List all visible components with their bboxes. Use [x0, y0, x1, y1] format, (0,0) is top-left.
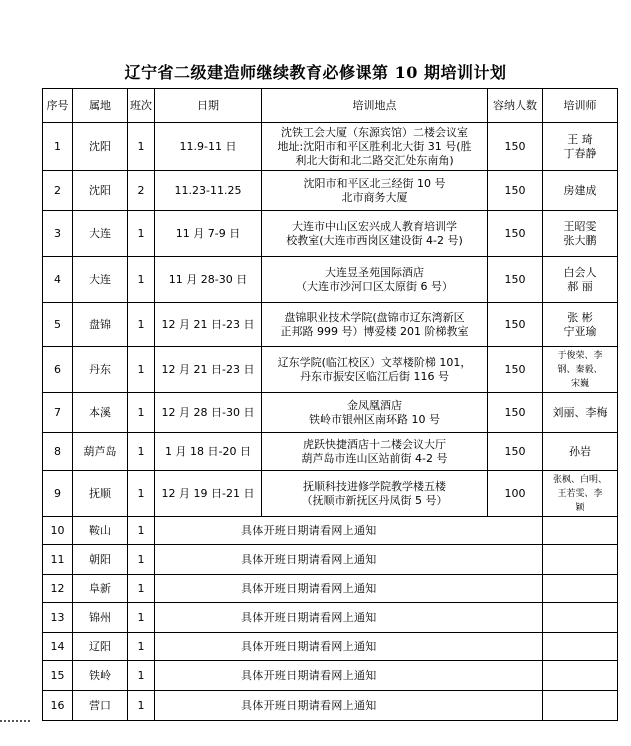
classes-cell: 1 [128, 393, 155, 433]
seq-cell: 2 [43, 171, 73, 211]
header-row [43, 89, 618, 123]
location-cell [262, 433, 488, 471]
table-row [43, 517, 618, 545]
location-line: 丹东市振安区临江后街 116 号 [300, 369, 449, 383]
seq-cell: 10 [43, 517, 73, 545]
table-row [43, 393, 618, 433]
table-row [43, 347, 618, 393]
date-cell: 11.9-11 日 [155, 123, 262, 171]
date-cell: 11.23-11.25 [155, 171, 262, 211]
trainer-cell [543, 517, 618, 545]
classes-cell: 1 [128, 211, 155, 257]
date-cell: 12 月 21 日-23 日 [155, 303, 262, 347]
table-row [43, 603, 618, 633]
seq-cell: 16 [43, 691, 73, 721]
date-cell: 11 月 7-9 日 [155, 211, 262, 257]
seq-cell: 12 [43, 575, 73, 603]
region-cell: 朝阳 [73, 545, 128, 575]
region-cell: 沈阳 [73, 171, 128, 211]
pending-notice-cell: 具体开班日期请看网上通知 [155, 691, 543, 721]
location-line: 大连市中山区宏兴成人教育培训学 [292, 219, 457, 233]
trainer-line: 王若雯、李 [557, 488, 603, 499]
region-cell: 锦州 [73, 603, 128, 633]
location-line: 北市商务大厦 [341, 190, 408, 204]
location-line: （抚顺市新抚区丹凤街 5 号） [301, 493, 448, 507]
classes-cell: 1 [128, 691, 155, 721]
training-plan-table [42, 88, 618, 721]
location-cell [262, 393, 488, 433]
trainer-line: 郝 丽 [567, 279, 593, 293]
pending-notice-cell: 具体开班日期请看网上通知 [155, 661, 543, 691]
seq-cell: 6 [43, 347, 73, 393]
trainer-cell [543, 633, 618, 661]
capacity-cell: 150 [488, 123, 543, 171]
trainer-line: 张枫、白明、 [552, 474, 607, 485]
date-cell: 12 月 21 日-23 日 [155, 347, 262, 393]
location-line: （大连市沙河口区太原街 6 号） [296, 279, 453, 293]
location-line: 盘锦职业技术学院(盘锦市辽东湾新区 [284, 310, 465, 324]
classes-cell: 1 [128, 517, 155, 545]
header-trainer: 培训师 [543, 89, 618, 123]
trainer-cell [543, 393, 618, 433]
scan-artifact [0, 720, 30, 728]
location-line: 铁岭市银州区南环路 10 号 [309, 412, 440, 426]
header-capacity: 容纳人数 [488, 89, 543, 123]
trainer-line: 张大鹏 [563, 233, 597, 247]
location-cell [262, 257, 488, 303]
trainer-cell [543, 347, 618, 393]
trainer-cell [543, 211, 618, 257]
pending-notice-cell: 具体开班日期请看网上通知 [155, 545, 543, 575]
trainer-cell [543, 257, 618, 303]
date-cell: 12 月 19 日-21 日 [155, 471, 262, 517]
trainer-line: 宋巍 [570, 378, 589, 389]
date-cell: 11 月 28-30 日 [155, 257, 262, 303]
classes-cell: 1 [128, 471, 155, 517]
region-cell: 大连 [73, 211, 128, 257]
classes-cell: 1 [128, 545, 155, 575]
region-cell: 本溪 [73, 393, 128, 433]
region-cell: 鞍山 [73, 517, 128, 545]
location-line: 沈铁工会大厦（东源宾馆）二楼会议室 [281, 125, 468, 139]
capacity-cell: 150 [488, 393, 543, 433]
classes-cell: 1 [128, 347, 155, 393]
seq-cell: 7 [43, 393, 73, 433]
header-seq: 序号 [43, 89, 73, 123]
location-cell [262, 303, 488, 347]
trainer-line: 颖 [575, 502, 585, 513]
classes-cell: 1 [128, 303, 155, 347]
region-cell: 沈阳 [73, 123, 128, 171]
table-row [43, 691, 618, 721]
classes-cell: 1 [128, 123, 155, 171]
pending-notice-cell: 具体开班日期请看网上通知 [155, 575, 543, 603]
trainer-line: 于俊荣、李 [557, 350, 603, 361]
header-location: 培训地点 [262, 89, 488, 123]
capacity-cell: 150 [488, 171, 543, 211]
trainer-cell [543, 545, 618, 575]
capacity-cell: 100 [488, 471, 543, 517]
trainer-line: 孙岩 [569, 444, 591, 458]
location-line: 虎跃快捷酒店十二楼会议大厅 [303, 437, 446, 451]
region-cell: 大连 [73, 257, 128, 303]
seq-cell: 14 [43, 633, 73, 661]
table-row [43, 257, 618, 303]
table-row [43, 433, 618, 471]
date-cell: 12 月 28 日-30 日 [155, 393, 262, 433]
table-row [43, 545, 618, 575]
location-line: 地址:沈阳市和平区胜利北大街 31 号(胜 [277, 139, 472, 153]
capacity-cell: 150 [488, 303, 543, 347]
seq-cell: 1 [43, 123, 73, 171]
trainer-cell [543, 433, 618, 471]
pending-notice-cell: 具体开班日期请看网上通知 [155, 603, 543, 633]
table-row [43, 211, 618, 257]
trainer-line: 王昭雯 [563, 219, 597, 233]
trainer-line: 刘丽、李梅 [552, 405, 608, 419]
location-line: 金凤凰酒店 [347, 398, 402, 412]
region-cell: 铁岭 [73, 661, 128, 691]
location-cell [262, 471, 488, 517]
region-cell: 盘锦 [73, 303, 128, 347]
location-cell [262, 171, 488, 211]
table-row [43, 575, 618, 603]
trainer-cell [543, 171, 618, 211]
seq-cell: 8 [43, 433, 73, 471]
location-line: 校教室(大连市西岗区建设街 4-2 号) [286, 233, 463, 247]
location-line: 辽东学院(临江校区）文萃楼阶梯 101， [277, 355, 472, 369]
classes-cell: 1 [128, 575, 155, 603]
pending-notice-cell: 具体开班日期请看网上通知 [155, 633, 543, 661]
classes-cell: 1 [128, 661, 155, 691]
seq-cell: 5 [43, 303, 73, 347]
location-cell [262, 123, 488, 171]
region-cell: 辽阳 [73, 633, 128, 661]
seq-cell: 15 [43, 661, 73, 691]
trainer-line: 钢、秦毅、 [557, 364, 603, 375]
classes-cell: 1 [128, 433, 155, 471]
classes-cell: 2 [128, 171, 155, 211]
table-row [43, 633, 618, 661]
location-line: 葫芦岛市连山区站前街 4-2 号 [301, 451, 448, 465]
classes-cell: 1 [128, 257, 155, 303]
location-line: 沈阳市和平区北三经街 10 号 [303, 176, 446, 190]
seq-cell: 9 [43, 471, 73, 517]
seq-cell: 3 [43, 211, 73, 257]
region-cell: 丹东 [73, 347, 128, 393]
date-cell: 1 月 18 日-20 日 [155, 433, 262, 471]
table-row [43, 171, 618, 211]
location-line: 利北大街和北二路交汇处东南角) [295, 153, 454, 167]
page-title: 辽宁省二级建造师继续教育必修课第 10 期培训计划 [124, 63, 507, 82]
table-row [43, 303, 618, 347]
location-line: 正邦路 999 号）博爱楼 201 阶梯教室 [280, 324, 469, 338]
trainer-cell [543, 471, 618, 517]
trainer-cell [543, 691, 618, 721]
trainer-line: 张 彬 [567, 310, 593, 324]
table-row [43, 661, 618, 691]
header-classes: 班次 [128, 89, 155, 123]
region-cell: 抚顺 [73, 471, 128, 517]
capacity-cell: 150 [488, 347, 543, 393]
trainer-line: 丁春静 [563, 146, 597, 160]
capacity-cell: 150 [488, 433, 543, 471]
location-cell [262, 347, 488, 393]
location-line: 抚顺科技进修学院教学楼五楼 [303, 479, 446, 493]
location-line: 大连昱圣苑国际酒店 [325, 265, 424, 279]
trainer-cell [543, 303, 618, 347]
trainer-line: 宁亚瑜 [563, 324, 597, 338]
pending-notice-cell: 具体开班日期请看网上通知 [155, 517, 543, 545]
region-cell: 营口 [73, 691, 128, 721]
trainer-cell [543, 575, 618, 603]
trainer-cell [543, 603, 618, 633]
header-region: 属地 [73, 89, 128, 123]
location-cell [262, 211, 488, 257]
trainer-line: 房建成 [563, 183, 597, 197]
seq-cell: 11 [43, 545, 73, 575]
region-cell: 葫芦岛 [73, 433, 128, 471]
trainer-line: 王 琦 [567, 132, 593, 146]
classes-cell: 1 [128, 633, 155, 661]
table-row [43, 123, 618, 171]
region-cell: 阜新 [73, 575, 128, 603]
header-date: 日期 [155, 89, 262, 123]
capacity-cell: 150 [488, 257, 543, 303]
seq-cell: 4 [43, 257, 73, 303]
table-row [43, 471, 618, 517]
classes-cell: 1 [128, 603, 155, 633]
trainer-line: 白会人 [563, 265, 597, 279]
seq-cell: 13 [43, 603, 73, 633]
trainer-cell [543, 661, 618, 691]
trainer-cell [543, 123, 618, 171]
capacity-cell: 150 [488, 211, 543, 257]
